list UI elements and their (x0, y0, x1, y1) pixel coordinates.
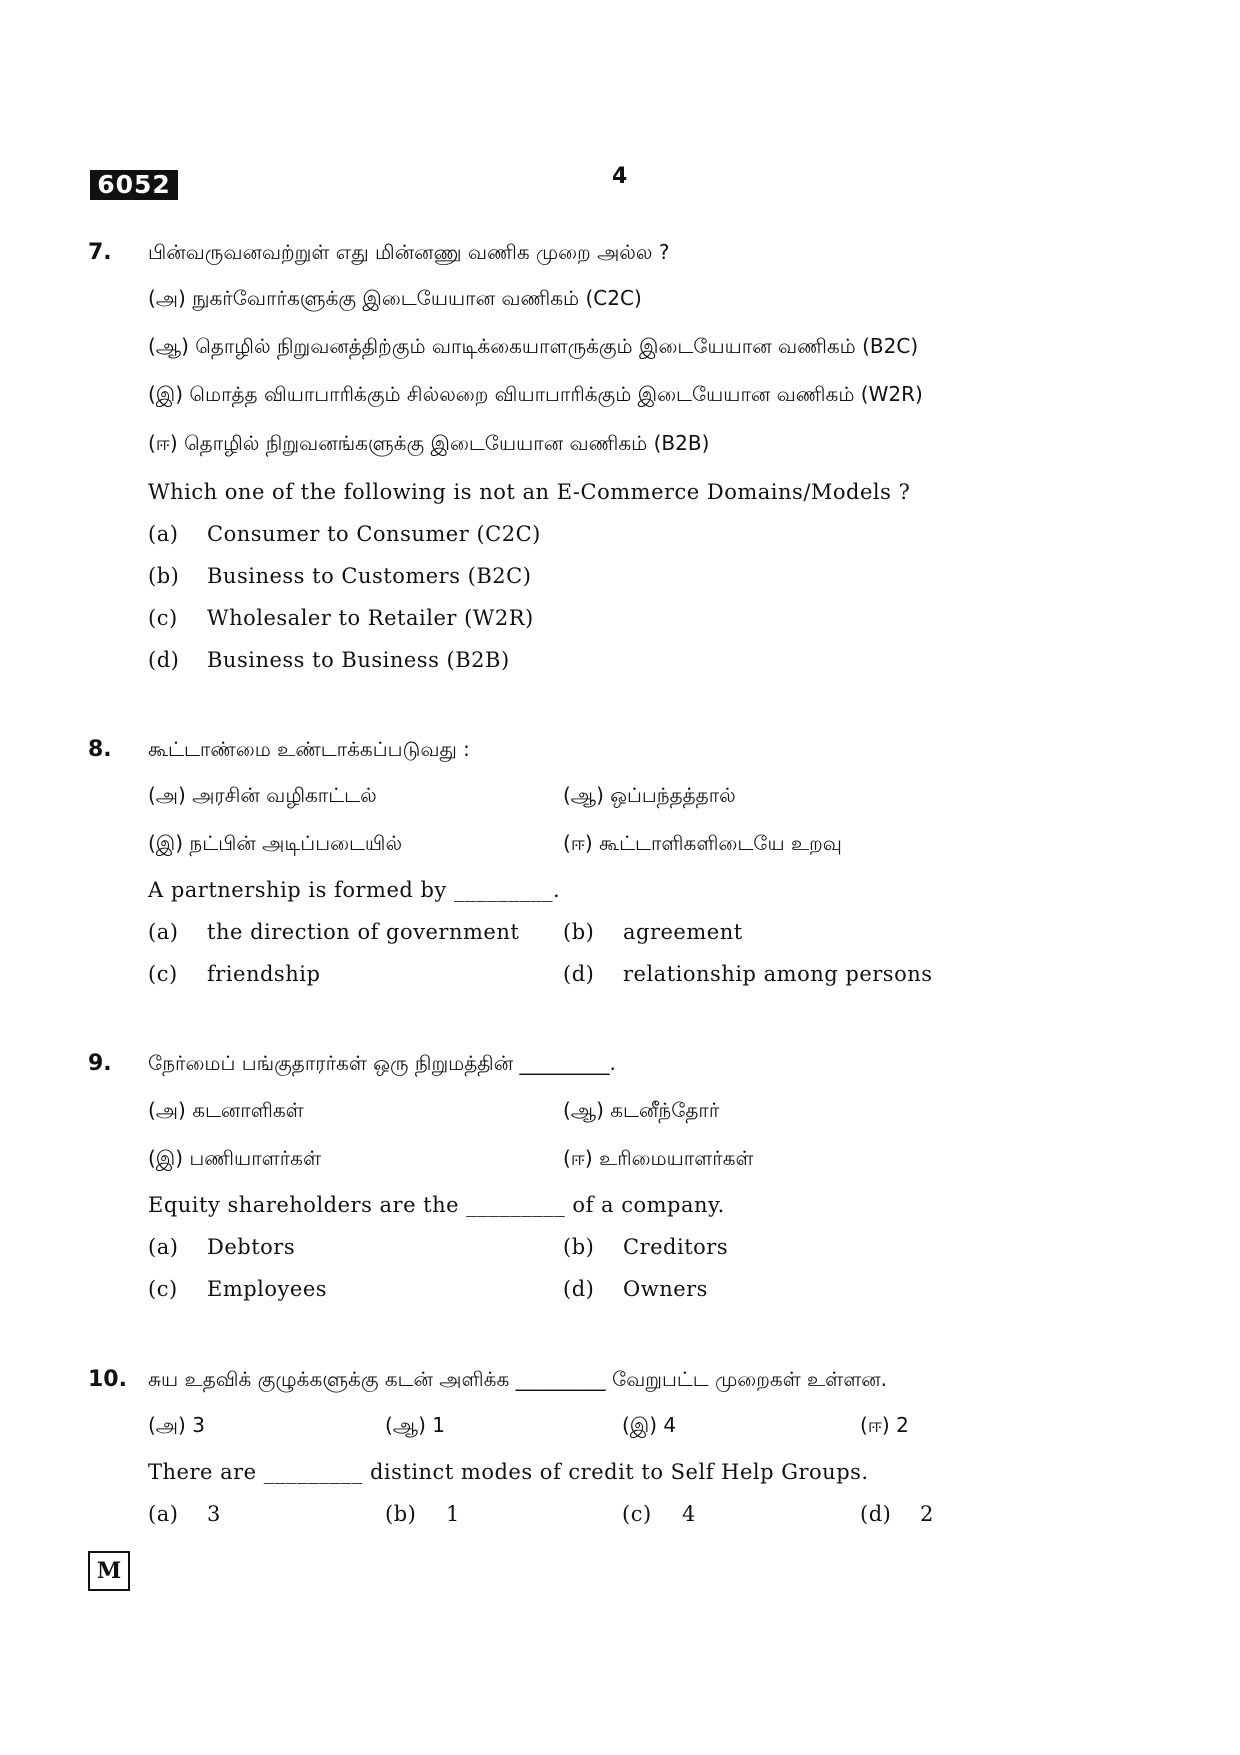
q10-ta-option-c: (இ) 4 (622, 1413, 677, 1437)
q9-ta-option-b: (ஆ) கடனீந்தோர் (563, 1098, 720, 1122)
page-number: 4 (612, 164, 628, 189)
question-10-number: 10. (88, 1367, 127, 1392)
q9-en-option-c-label: (c) (148, 1277, 178, 1301)
q8-en-option-c-label: (c) (148, 962, 178, 986)
question-9-number: 9. (88, 1051, 112, 1076)
q10-ta-option-a: (அ) 3 (148, 1413, 205, 1437)
q10-en-option-d-label: (d) (860, 1502, 892, 1526)
q9-ta-option-d: (ஈ) உரிமையாளர்கள் (563, 1146, 754, 1170)
q8-ta-option-d: (ஈ) கூட்டாளிகளிடையே உறவு (563, 831, 842, 855)
q10-en-option-c-text: 4 (682, 1502, 696, 1526)
question-9-english: Equity shareholders are the _________ of a company. (148, 1193, 725, 1217)
question-9-tamil: நேர்மைப் பங்குதாரர்கள் ஒரு நிறுமத்தின் _________. (148, 1051, 616, 1075)
question-10-english: There are _________ distinct modes of credit to Self Help Groups. (148, 1460, 869, 1484)
q8-ta-option-c: (இ) நட்பின் அடிப்படையில் (148, 831, 403, 855)
q10-en-option-b-label: (b) (385, 1502, 417, 1526)
question-7-number: 7. (88, 240, 112, 265)
q9-en-option-c-text: Employees (207, 1277, 328, 1301)
q7-en-option-d-label: (d) (148, 648, 180, 672)
question-7-english: Which one of the following is not an E-Commerce Domains/Models ? (148, 480, 911, 504)
question-8-tamil: கூட்டாண்மை உண்டாக்கப்படுவது : (148, 737, 470, 761)
q10-en-option-b-text: 1 (446, 1502, 460, 1526)
q7-ta-option-b: (ஆ) தொழில் நிறுவனத்திற்கும் வாடிக்கையாளருக்கும் இடையேயான வணிகம் (B2C) (148, 334, 919, 358)
q7-en-option-d-text: Business to Business (B2B) (207, 648, 510, 672)
q7-en-option-b-label: (b) (148, 564, 180, 588)
q7-ta-option-d: (ஈ) தொழில் நிறுவனங்களுக்கு இடையேயான வணிகம் (B2B) (148, 431, 710, 455)
q8-ta-option-b: (ஆ) ஒப்பந்தத்தால் (563, 783, 736, 807)
q9-ta-option-c: (இ) பணியாளர்கள் (148, 1146, 321, 1170)
q8-ta-option-a: (அ) அரசின் வழிகாட்டல் (148, 783, 377, 807)
q7-en-option-a-label: (a) (148, 522, 179, 546)
q8-en-option-b-text: agreement (623, 920, 743, 944)
q10-en-option-c-label: (c) (622, 1502, 652, 1526)
q10-ta-option-b: (ஆ) 1 (385, 1413, 445, 1437)
q10-en-option-a-text: 3 (207, 1502, 221, 1526)
q7-en-option-a-text: Consumer to Consumer (C2C) (207, 522, 541, 546)
q7-en-option-b-text: Business to Customers (B2C) (207, 564, 532, 588)
question-10-tamil: சுய உதவிக் குழுக்களுக்கு கடன் அளிக்க _________ வேறுபட்ட முறைகள் உள்ளன. (148, 1367, 888, 1391)
q8-en-option-a-text: the direction of government (207, 920, 520, 944)
q7-ta-option-a: (அ) நுகர்வோர்களுக்கு இடையேயான வணிகம் (C2C) (148, 286, 642, 310)
q7-en-option-c-text: Wholesaler to Retailer (W2R) (207, 606, 534, 630)
q8-en-option-d-label: (d) (563, 962, 595, 986)
q9-en-option-a-text: Debtors (207, 1235, 296, 1259)
question-8-english: A partnership is formed by _________. (148, 878, 561, 902)
paper-code: 6052 (90, 170, 178, 200)
q7-en-option-c-label: (c) (148, 606, 178, 630)
q7-ta-option-c: (இ) மொத்த வியாபாரிக்கும் சில்லறை வியாபாரிக்கும் இடையேயான வணிகம் (W2R) (148, 382, 923, 406)
q9-en-option-b-text: Creditors (623, 1235, 729, 1259)
question-7-tamil: பின்வருவனவற்றுள் எது மின்னணு வணிக முறை அல்ல ? (148, 240, 670, 264)
q9-en-option-b-label: (b) (563, 1235, 595, 1259)
q9-en-option-d-label: (d) (563, 1277, 595, 1301)
medium-mark-box: M (88, 1551, 130, 1591)
q10-ta-option-d: (ஈ) 2 (860, 1413, 909, 1437)
q9-en-option-d-text: Owners (623, 1277, 708, 1301)
q8-en-option-c-text: friendship (207, 962, 321, 986)
q8-en-option-a-label: (a) (148, 920, 179, 944)
q8-en-option-d-text: relationship among persons (623, 962, 933, 986)
q8-en-option-b-label: (b) (563, 920, 595, 944)
q9-en-option-a-label: (a) (148, 1235, 179, 1259)
q9-ta-option-a: (அ) கடனாளிகள் (148, 1098, 304, 1122)
q10-en-option-a-label: (a) (148, 1502, 179, 1526)
q10-en-option-d-text: 2 (920, 1502, 934, 1526)
question-8-number: 8. (88, 737, 112, 762)
